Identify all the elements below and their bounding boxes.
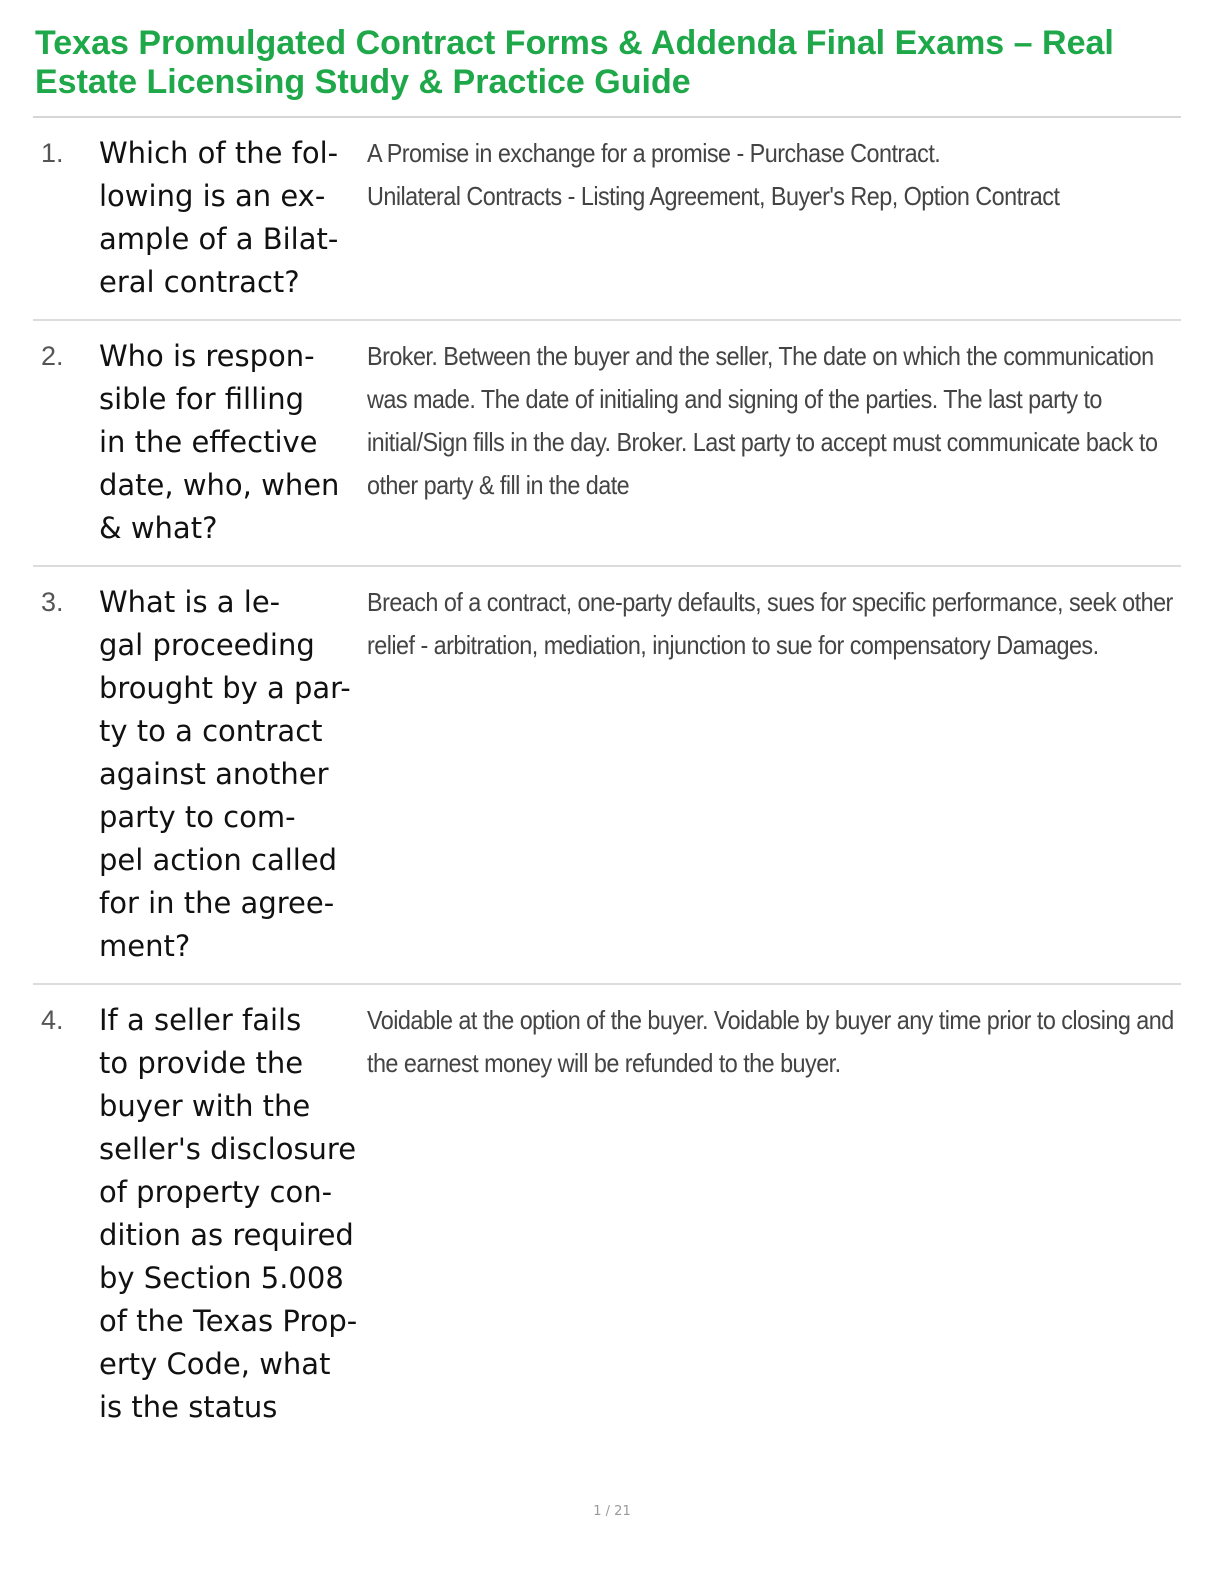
answer-line: Breach of a contract, one-party defaults, sues for specific performance, seek other <box>367 587 1173 617</box>
answer-text <box>367 132 1100 319</box>
answer-line: the earnest money will be refunded to the buyer. <box>367 1048 841 1078</box>
question-number: 1. <box>41 138 64 168</box>
question-text: If a seller fails to provide the buyer with the seller's disclosure of property con- dition as required by Section 5.008 of the Texas Prop- erty Code, what is the status <box>99 1003 358 1424</box>
question-number: 3. <box>41 587 64 617</box>
answer-line: A Promise in exchange for a promise - Purchase Contract. <box>367 138 941 168</box>
question-number: 4. <box>41 1005 64 1035</box>
answer-line: initial/Sign fills in the day. Broker. Last party to accept must communicate back to <box>367 427 1158 457</box>
qa-item-1 <box>33 118 1181 321</box>
question-text: Which of the fol- lowing is an ex- ample of a Bilat- eral contract? <box>99 136 339 299</box>
qa-item-4 <box>33 985 1181 1445</box>
qa-list <box>33 118 1181 1445</box>
answer-line: Voidable at the option of the buyer. Voidable by buyer any time prior to closing and <box>367 1005 1174 1035</box>
answer-text <box>367 999 1179 1445</box>
answer-line: Unilateral Contracts - Listing Agreement, Buyer's Rep, Option Contract <box>367 181 1060 211</box>
answer-text <box>367 335 1168 565</box>
question-number: 2. <box>41 341 64 371</box>
question-text: What is a le- gal proceeding brought by a par- ty to a contract against another party to com- pel action called for in the agree- ment? <box>99 585 351 963</box>
answer-line: relief - arbitration, mediation, injunction to sue for compensatory Damages. <box>367 630 1099 660</box>
qa-item-2 <box>33 321 1181 567</box>
qa-item-3 <box>33 567 1181 985</box>
answer-line: other party & fill in the date <box>367 470 630 500</box>
document-title: Texas Promulgated Contract Forms & Addenda Final Exams – Real Estate Licensing Study & Practice Guide <box>35 24 1114 101</box>
page-indicator: 1 / 21 <box>593 1504 631 1519</box>
answer-text <box>367 581 1179 983</box>
question-text: Who is respon- sible for filling in the effective date, who, when & what? <box>99 339 340 545</box>
answer-line: Broker. Between the buyer and the seller, The date on which the communication <box>367 341 1154 371</box>
answer-line: was made. The date of initialing and signing of the parties. The last party to <box>367 384 1102 414</box>
